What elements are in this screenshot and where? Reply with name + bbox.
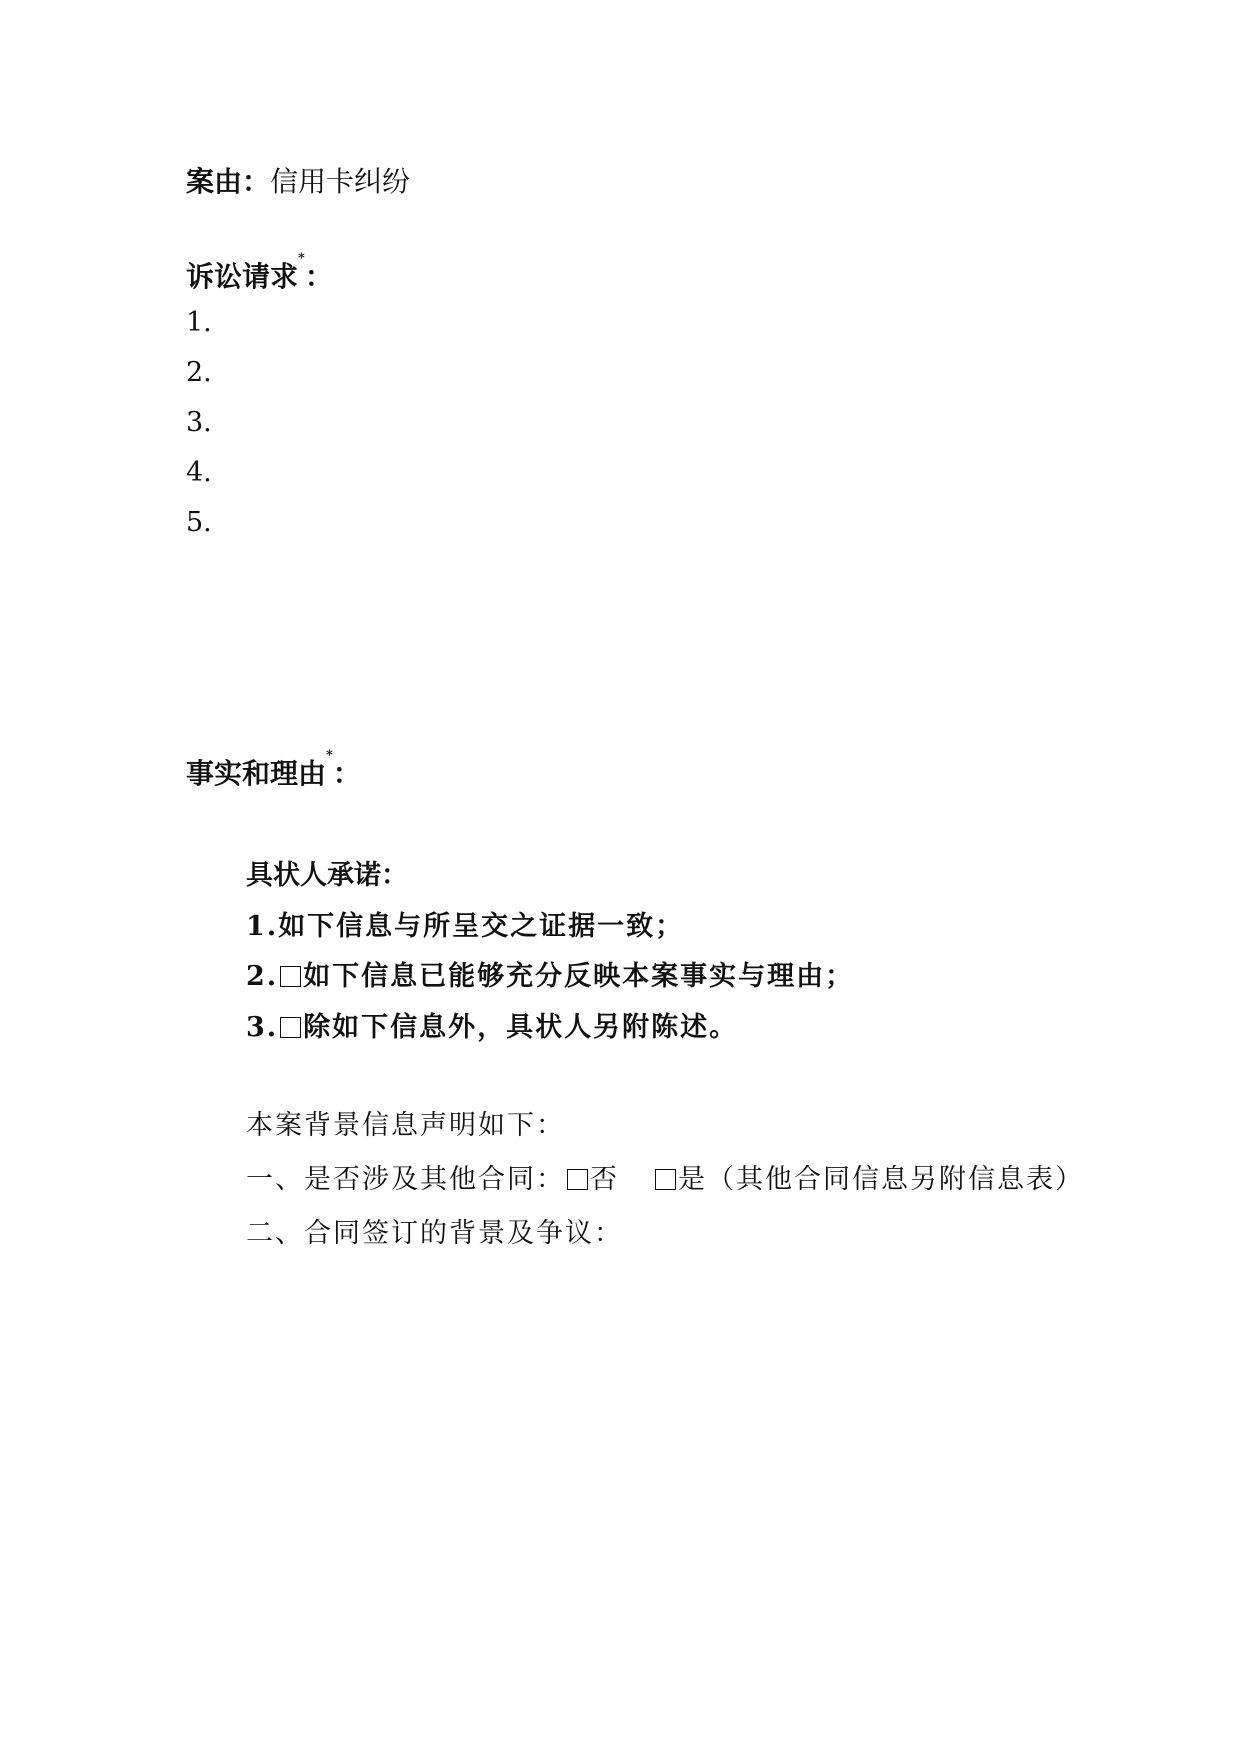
facts-colon: ： (332, 757, 361, 790)
pledge-item-text: 如下信息与所呈交之证据一致； (278, 911, 685, 942)
other-contracts-question (246, 1157, 1084, 1196)
claim-item-4: 4. (186, 457, 212, 488)
pledge-item-number: 1. (246, 911, 279, 942)
checkbox-pledge-3[interactable] (280, 1017, 301, 1038)
pledge-item-3 (246, 1005, 738, 1044)
facts-heading (186, 748, 361, 792)
pledge-item-1 (246, 904, 684, 943)
facts-label: 事实和理由 (186, 757, 327, 790)
claim-item-3: 3. (186, 407, 212, 438)
claim-item-2: 2. (186, 357, 212, 388)
checkbox-yes[interactable] (655, 1169, 676, 1190)
other-contracts-label: 一、是否涉及其他合同： (246, 1164, 565, 1195)
pledge-item-number: 2. (246, 961, 279, 992)
background-intro: 本案背景信息声明如下： (246, 1110, 565, 1141)
claim-item-1: 1. (186, 307, 212, 338)
case-cause-value: 信用卡纠纷 (270, 165, 411, 198)
pledge-item-2 (246, 954, 854, 993)
claim-item-5: 5. (186, 507, 212, 538)
option-no-label: 否 (590, 1164, 619, 1195)
case-cause-label: 案由： (186, 165, 271, 198)
pledge-title: 具状人承诺： (246, 860, 408, 891)
checkbox-no[interactable] (567, 1169, 588, 1190)
claims-label: 诉讼请求 (186, 260, 299, 293)
claims-heading (186, 251, 333, 295)
required-mark: * (326, 748, 333, 763)
contract-background-question: 二、合同签订的背景及争议： (246, 1218, 623, 1249)
option-yes-label: 是（其他合同信息另附信息表） (678, 1164, 1084, 1195)
case-cause-line (186, 160, 410, 200)
pledge-item-text: 如下信息已能够充分反映本案事实与理由； (303, 961, 855, 992)
required-mark: * (298, 251, 305, 266)
pledge-item-text: 除如下信息外，具状人另附陈述。 (303, 1012, 739, 1043)
pledge-item-number: 3. (246, 1012, 279, 1043)
checkbox-pledge-2[interactable] (280, 966, 301, 987)
claims-colon: ： (304, 260, 333, 293)
